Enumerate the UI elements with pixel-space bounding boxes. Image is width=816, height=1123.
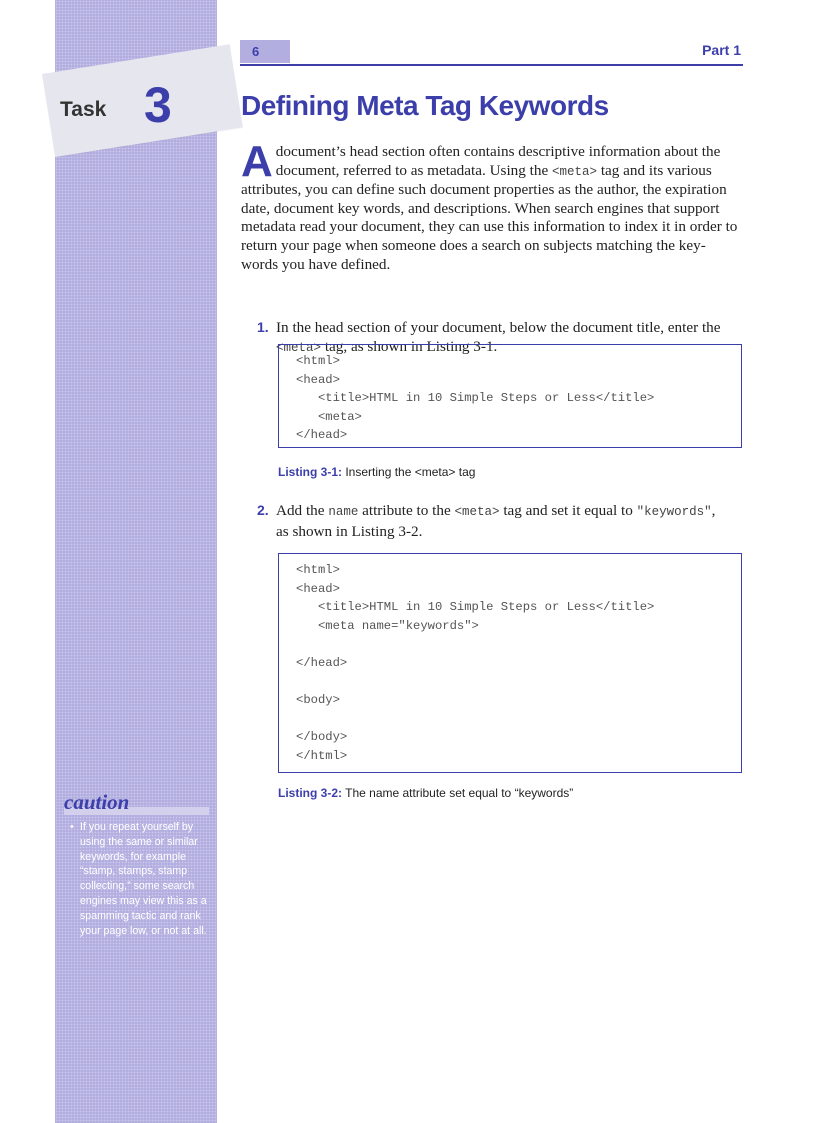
- code-line: [296, 710, 741, 729]
- caption-label: Listing 3-1:: [278, 465, 343, 479]
- listing-caption-2: [278, 786, 573, 800]
- caution-text: If you repeat yourself by using the same or similar keywords, for example “stamp, stamps, stamp collecting,” some search engines may view this as a spamming tactic and rank your page low, or not at all.: [80, 821, 207, 937]
- code-line: <head>: [296, 581, 340, 596]
- listing-caption-1: [278, 465, 475, 479]
- step-text: [258, 501, 728, 541]
- code-line: [296, 635, 741, 654]
- step-text-part: tag, as shown in Listing 3-1.: [321, 338, 498, 355]
- step-text-part: , as shown in Listing 3-2.: [276, 502, 716, 540]
- page-header: [240, 40, 743, 66]
- intro-text-1: document’s head section often contains descriptive information about the document, referred to as metadata. Using the: [275, 143, 721, 179]
- code-line: <html>: [296, 563, 340, 577]
- caution-note: [70, 820, 210, 938]
- header-rule: [240, 64, 743, 66]
- page-title: Defining Meta Tag Keywords: [241, 90, 609, 121]
- bullet-icon: •: [70, 821, 74, 833]
- code-line: <meta name="keywords">: [296, 618, 479, 633]
- intro-code: <meta>: [552, 164, 598, 179]
- code-line: [296, 673, 741, 692]
- code-line: <title>HTML in 10 Simple Steps or Less</title>: [296, 391, 655, 406]
- sidebar: [55, 0, 217, 1123]
- step-text-part: Add the: [276, 502, 329, 519]
- task-label: Task: [60, 98, 107, 121]
- intro-text-2: tag and its various attributes, you can define such document properties as the author, the expiration date, document key words, and descriptions. When search engines that support metadata read your document, they can use this information to index it in order to return your page when someone does a search on subjects matching the key-words you have defined.: [241, 161, 738, 273]
- step-code: <meta>: [454, 505, 500, 519]
- code-line: <title>HTML in 10 Simple Steps or Less</title>: [296, 600, 655, 615]
- caption-text: Inserting the <meta> tag: [342, 465, 476, 479]
- step-2: [258, 501, 728, 541]
- code-line: </head>: [296, 428, 348, 443]
- code-line: </head>: [296, 655, 348, 670]
- step-code: name: [328, 505, 359, 519]
- intro-paragraph: [241, 137, 741, 274]
- caption-text: The name attribute set equal to “keywords”: [342, 786, 574, 800]
- task-number: 3: [144, 77, 172, 133]
- step-code: <meta>: [276, 341, 322, 355]
- code-line: <head>: [296, 372, 340, 387]
- code-line: </body>: [296, 730, 348, 745]
- code-listing-2: [278, 553, 742, 773]
- code-line: <meta>: [296, 409, 362, 424]
- caution-title: caution: [64, 790, 130, 814]
- step-code: "keywords": [636, 505, 712, 519]
- step-text-part: tag and set it equal to: [499, 502, 637, 519]
- drop-cap: A: [241, 137, 273, 186]
- code-line: </html>: [296, 748, 348, 763]
- step-number: 2.: [257, 502, 269, 518]
- caption-label: Listing 3-2:: [278, 786, 343, 800]
- code-line: <html>: [296, 354, 340, 368]
- step-text-part: attribute to the: [358, 502, 455, 519]
- page-number: 6: [240, 40, 290, 63]
- step-text-part: In the head section of your document, below the document title, enter the: [276, 319, 721, 336]
- step-number: 1.: [257, 319, 269, 335]
- part-label: Part 1: [702, 42, 741, 58]
- code-listing-1: [278, 344, 742, 448]
- code-line: <body>: [296, 693, 340, 708]
